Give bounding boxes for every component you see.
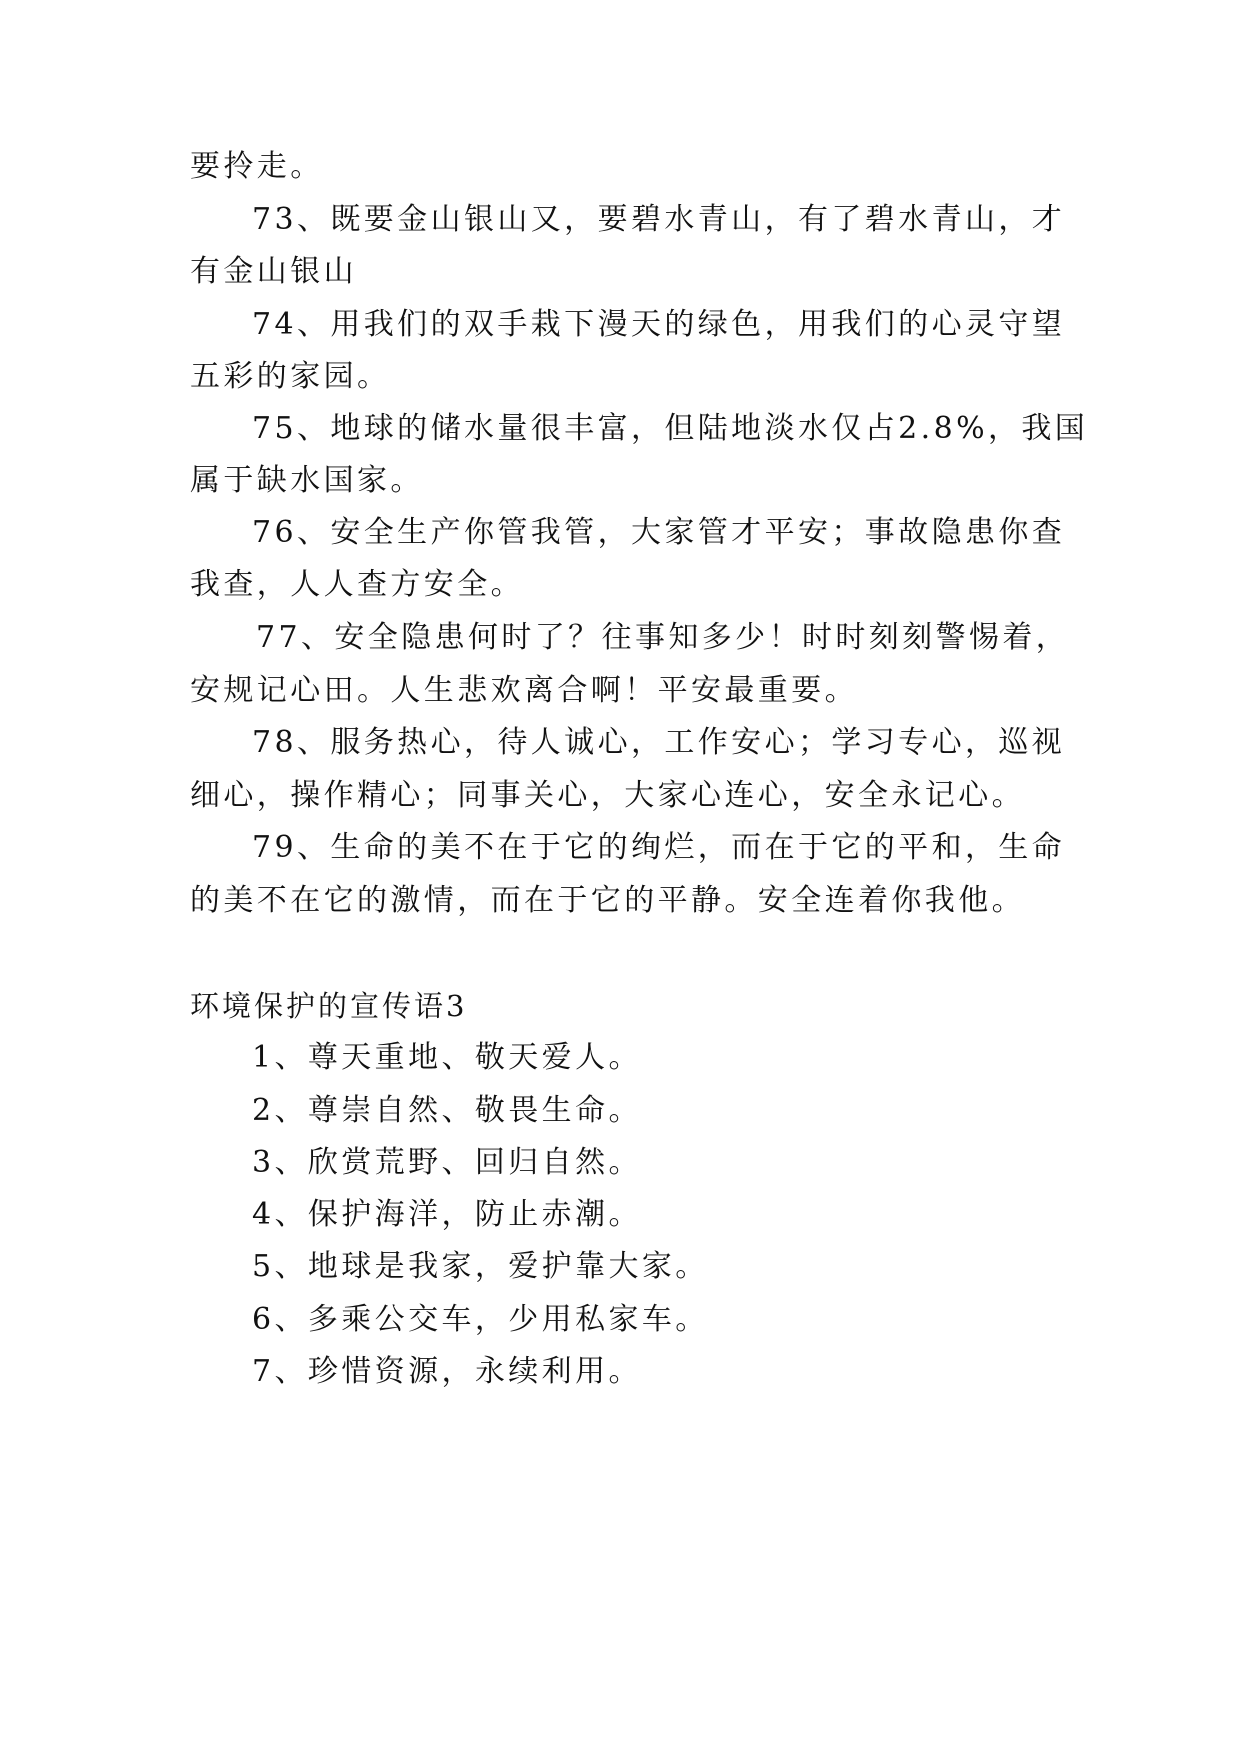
list-item: 3、欣赏荒野、回归自然。 bbox=[252, 1145, 642, 1180]
list-item: 1、尊天重地、敬天爱人。 bbox=[252, 1040, 642, 1075]
list-item: 5、地球是我家，爱护靠大家。 bbox=[252, 1249, 709, 1284]
paragraph-line: 78、服务热心，待人诚心，工作安心；学习专心，巡视 bbox=[252, 725, 1066, 760]
section-heading: 环境保护的宣传语3 bbox=[190, 989, 468, 1023]
list-item: 7、珍惜资源，永续利用。 bbox=[252, 1354, 642, 1389]
paragraph-line: 77、安全隐患何时了？往事知多少！时时刻刻警惕着， bbox=[256, 620, 1070, 655]
paragraph-line: 我查，人人查方安全。 bbox=[190, 567, 524, 602]
paragraph-line: 73、既要金山银山又，要碧水青山，有了碧水青山，才 bbox=[252, 202, 1066, 237]
list-item: 6、多乘公交车，少用私家车。 bbox=[252, 1302, 709, 1337]
paragraph-line: 的美不在它的激情，而在于它的平静。安全连着你我他。 bbox=[190, 883, 1025, 918]
paragraph-line: 有金山银山 bbox=[190, 254, 357, 289]
paragraph-line: 76、安全生产你管我管，大家管才平安；事故隐患你查 bbox=[252, 515, 1066, 550]
list-item: 2、尊崇自然、敬畏生命。 bbox=[252, 1093, 642, 1128]
paragraph-line: 安规记心田。人生悲欢离合啊！平安最重要。 bbox=[190, 673, 858, 708]
paragraph-line: 五彩的家园。 bbox=[190, 359, 391, 394]
paragraph-line: 属于缺水国家。 bbox=[190, 463, 424, 498]
list-item: 4、保护海洋，防止赤潮。 bbox=[252, 1197, 642, 1232]
paragraph-line: 细心，操作精心；同事关心，大家心连心，安全永记心。 bbox=[190, 778, 1025, 813]
paragraph-line: 75、地球的储水量很丰富，但陆地淡水仅占2.8%，我国 bbox=[252, 411, 1089, 446]
paragraph-line: 要拎走。 bbox=[190, 149, 324, 184]
paragraph-line: 74、用我们的双手栽下漫天的绿色，用我们的心灵守望 bbox=[252, 307, 1066, 342]
paragraph-line: 79、生命的美不在于它的绚烂，而在于它的平和，生命 bbox=[252, 830, 1066, 865]
